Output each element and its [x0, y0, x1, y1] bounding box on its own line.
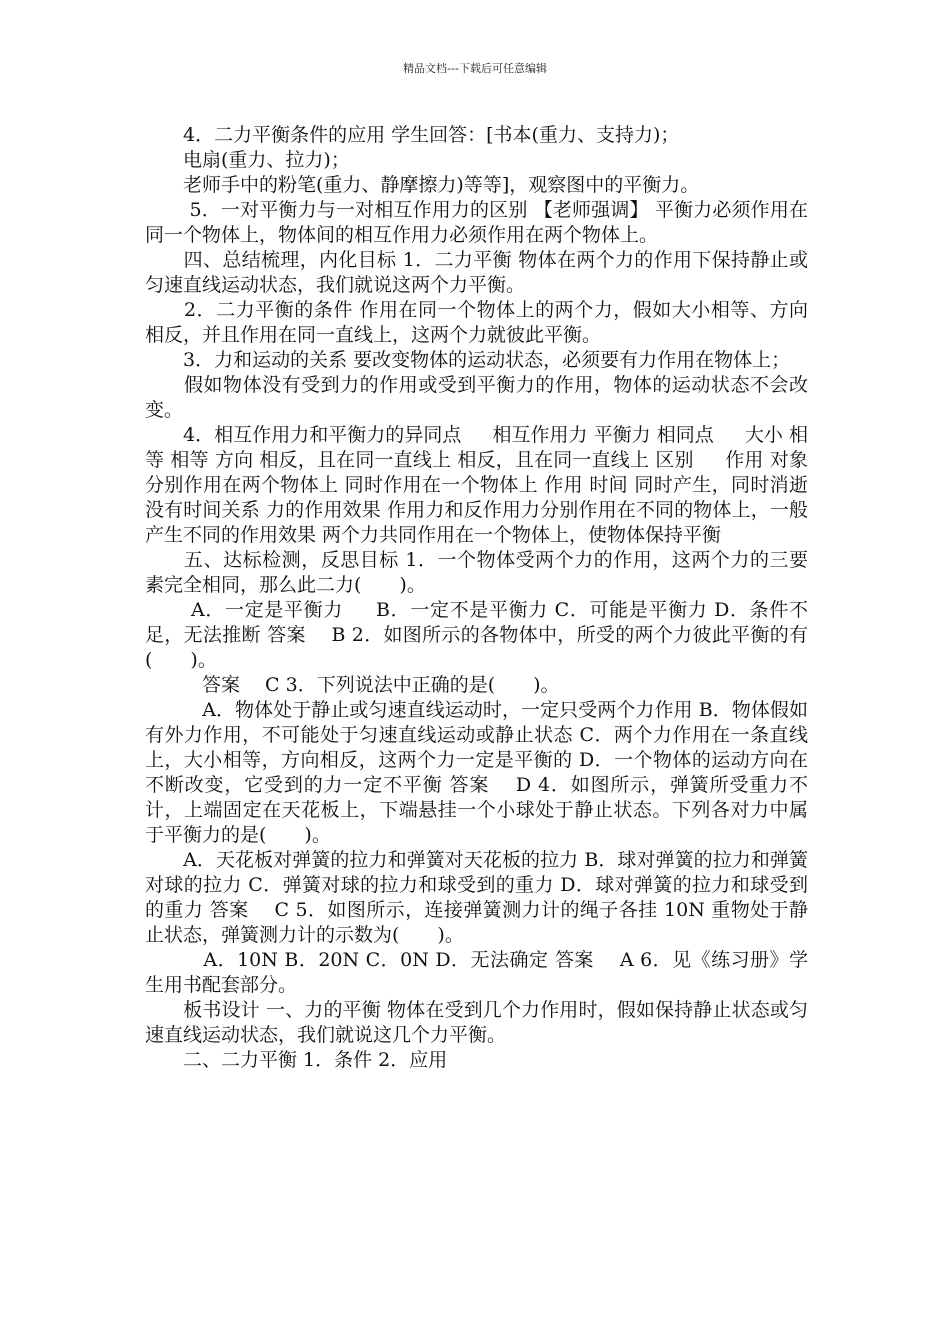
paragraph-11: A．一定是平衡力 B．一定不是平衡力 C．可能是平衡力 D．条件不足，无法推断 答案 B 2．如图所示的各物体中，所受的两个力彼此平衡的有( )。 — [145, 599, 808, 671]
paragraph-4: 5．一对平衡力与一对相互作用力的区别 【老师强调】 平衡力必须作用在同一个物体上，物体间的相互作用力必须作用在两个物体上。 — [145, 199, 808, 246]
paragraph-12: 答案 C 3．下列说法中正确的是( )。 — [145, 674, 560, 696]
paragraph-17: 二、二力平衡 1．条件 2．应用 — [145, 1049, 448, 1071]
paragraph-10: 五、达标检测，反思目标 1．一个物体受两个力的作用，这两个力的三要素完全相同，那么此二力( )。 — [145, 549, 808, 596]
paragraph-14: A．天花板对弹簧的拉力和弹簧对天花板的拉力 B．球对弹簧的拉力和弹簧对球的拉力 C．弹簧对球的拉力和球受到的重力 D．球对弹簧的拉力和球受到的重力 答案 C 5．如图所示，连接弹簧测力计的绳子各挂 10N 重物处于静止状态，弹簧测力计的示数为( )。 — [145, 849, 808, 946]
page-header: 精品文档---下载后可任意编辑 — [403, 62, 547, 75]
paragraph-2: 电扇(重力、拉力)； — [145, 149, 350, 171]
paragraph-13: A．物体处于静止或匀速直线运动时，一定只受两个力作用 B．物体假如有外力作用，不可能处于匀速直线运动或静止状态 C．两个力作用在一条直线上，大小相等，方向相反，这两个力一定是平衡的 D．一个物体的运动方向在不断改变，它受到的力一定不平衡 答案 D 4．如图所示，弹簧所受重力不计，上端固定在天花板上，下端悬挂一个小球处于静止状态。下列各对力中属于平衡力的是( )。 — [145, 699, 808, 846]
paragraph-3: 老师手中的粉笔(重力、静摩擦力)等等]，观察图中的平衡力。 — [145, 174, 700, 196]
paragraph-6: 2．二力平衡的条件 作用在同一个物体上的两个力，假如大小相等、方向相反，并且作用在同一直线上，这两个力就彼此平衡。 — [145, 299, 808, 346]
paragraph-7: 3．力和运动的关系 要改变物体的运动状态，必须要有力作用在物体上； — [145, 349, 791, 371]
paragraph-15: A．10N B．20N C．0N D．无法确定 答案 A 6．见《练习册》学生用书配套部分。 — [145, 949, 808, 996]
paragraph-9: 4．相互作用力和平衡力的异同点 相互作用力 平衡力 相同点 大小 相等 相等 方向 相反，且在同一直线上 相反，且在同一直线上 区别 作用 对象 分别作用在两个物体上 同时作用在一个物体上 作用 时间 同时产生，同时消逝 没有时间关系 力的作用效果 作用力和反作用力分别作用在不同的物体上，一般产生不同的作用效果 两个力共同作用在一个物体上，使物体保持平衡 — [145, 424, 808, 546]
paragraph-5: 四、总结梳理，内化目标 1．二力平衡 物体在两个力的作用下保持静止或匀速直线运动状态，我们就说这两个力平衡。 — [145, 249, 808, 296]
paragraph-16: 板书设计 一、力的平衡 物体在受到几个力作用时，假如保持静止状态或匀速直线运动状态，我们就说这几个力平衡。 — [145, 999, 808, 1046]
paragraph-1: 4．二力平衡条件的应用 学生回答：[书本(重力、支持力)； — [145, 124, 680, 146]
document-body — [145, 123, 808, 1073]
paragraph-8: 假如物体没有受到力的作用或受到平衡力的作用，物体的运动状态不会改变。 — [145, 374, 808, 421]
